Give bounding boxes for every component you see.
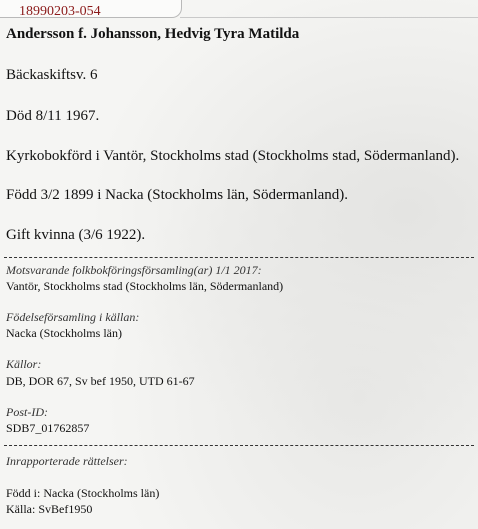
divider bbox=[4, 445, 474, 446]
birth-parish-value: Nacka (Stockholms län) bbox=[6, 326, 122, 340]
postid-value: SDB7_01762857 bbox=[6, 421, 90, 435]
divider bbox=[4, 257, 474, 258]
record-id: 18990203-054 bbox=[19, 4, 101, 19]
correction-birthplace: Född i: Nacka (Stockholms län) bbox=[6, 486, 160, 500]
birth-info: Född 3/2 1899 i Nacka (Stockholms län, Södermanland). bbox=[6, 187, 349, 203]
postid-label: Post-ID: bbox=[6, 405, 48, 419]
sources-label: Källor: bbox=[6, 357, 42, 371]
correction-source: Källa: SvBef1950 bbox=[6, 502, 93, 516]
corrections-label: Inrapporterade rättelser: bbox=[6, 454, 128, 468]
address: Bäckaskiftsv. 6 bbox=[6, 67, 98, 83]
registration-info: Kyrkobokförd i Vantör, Stockholms stad (Stockholms stad, Södermanland). bbox=[6, 148, 460, 164]
marital-status: Gift kvinna (3/6 1922). bbox=[6, 227, 146, 243]
record-tab[interactable] bbox=[0, 0, 182, 18]
parish-label: Motsvarande folkbokföringsförsamling(ar) 1/1 2017: bbox=[6, 263, 262, 277]
tab-divider bbox=[180, 17, 478, 18]
sources-value: DB, DOR 67, Sv bef 1950, UTD 61-67 bbox=[6, 374, 195, 388]
death-info: Död 8/11 1967. bbox=[6, 108, 100, 124]
birth-parish-label: Födelseförsamling i källan: bbox=[6, 310, 140, 324]
parish-value: Vantör, Stockholms stad (Stockholms län, Södermanland) bbox=[6, 279, 284, 293]
person-name: Andersson f. Johansson, Hedvig Tyra Matilda bbox=[6, 26, 300, 42]
